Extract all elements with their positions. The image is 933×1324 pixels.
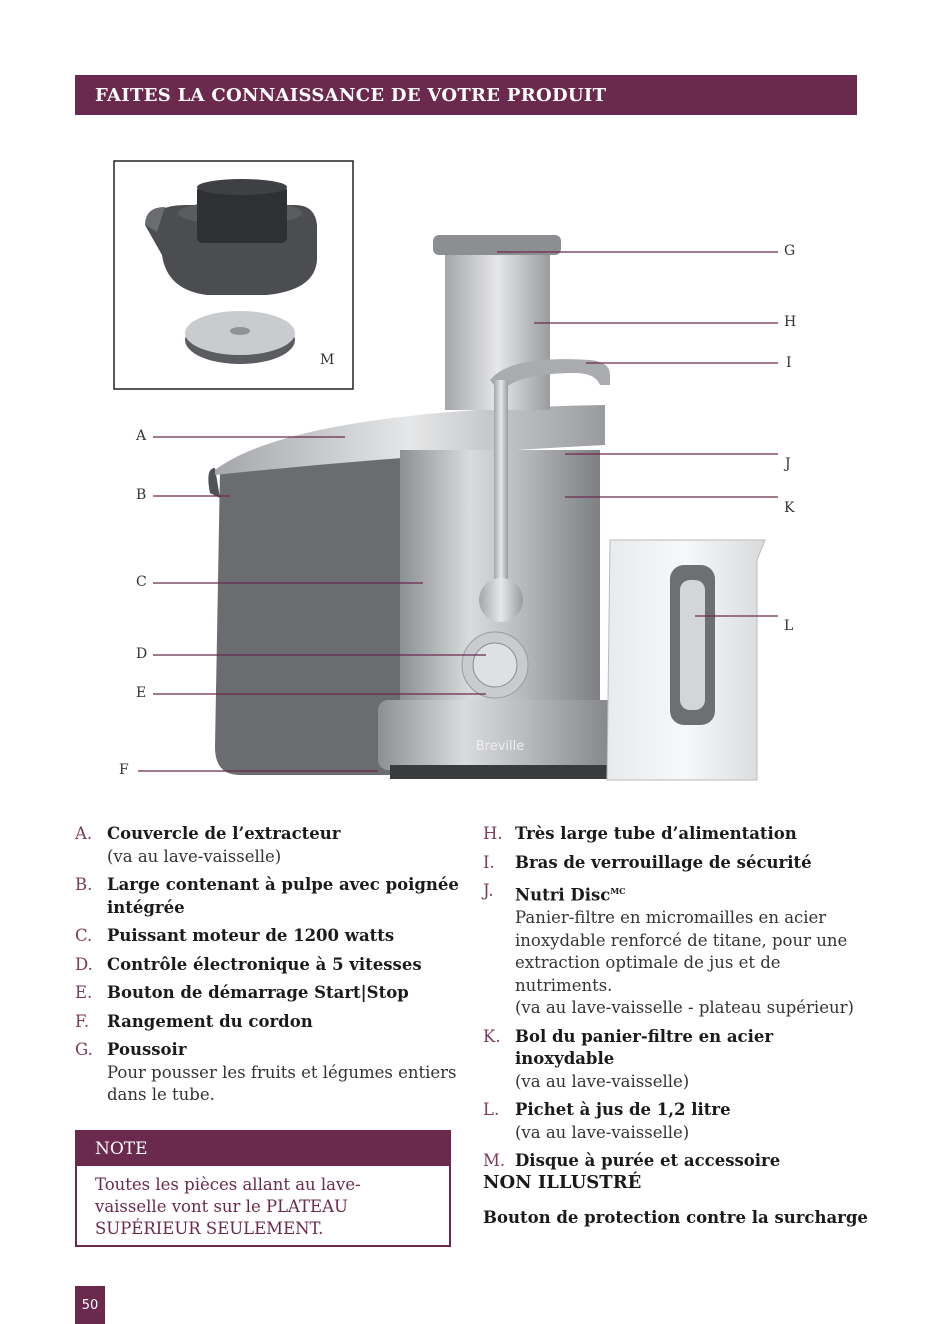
callout-i: I <box>786 355 792 371</box>
part-desc: Panier-filtre en micromailles en acier inoxydable renforcé de titane, pour une extraction optimale de jus et de nutriments. <box>515 908 848 995</box>
callout-e: E <box>136 685 147 701</box>
part-letter: B. <box>75 875 93 894</box>
part-title: Bol du panier-filtre en acier inoxydable <box>515 1026 774 1068</box>
page-number: 50 <box>75 1286 105 1324</box>
puree-disc <box>185 311 295 364</box>
not-illustrated-title: NON ILLUSTRÉ <box>483 1172 642 1193</box>
part-letter: M. <box>483 1151 506 1170</box>
part-letter: G. <box>75 1040 93 1059</box>
callout-a: A <box>136 428 147 444</box>
part-letter: F. <box>75 1011 90 1031</box>
part-letter: J. <box>483 881 494 900</box>
part-letter: D. <box>75 954 93 974</box>
callout-j: J <box>785 456 791 472</box>
trademark-mark: MC <box>610 886 626 896</box>
part-letter: E. <box>75 983 93 1002</box>
note-heading: NOTE <box>77 1132 449 1166</box>
callout-f: F <box>119 762 129 778</box>
list-item <box>75 925 465 948</box>
part-desc: Pour pousser les fruits et légumes entiers dans le tube. <box>107 1062 457 1104</box>
part-title: Poussoir <box>107 1040 187 1059</box>
part-letter: I. <box>483 852 495 872</box>
list-item <box>75 823 465 868</box>
callout-h: H <box>784 314 797 330</box>
part-title: Couvercle de l’extracteur <box>107 824 341 843</box>
list-item <box>75 1011 465 1034</box>
part-title: Pichet à jus de 1,2 litre <box>515 1100 731 1119</box>
list-item <box>483 823 863 846</box>
section-title: FAITES LA CONNAISSANCE DE VOTRE PRODUIT <box>95 84 607 106</box>
callout-d: D <box>136 646 148 662</box>
list-item <box>483 1150 863 1173</box>
part-title: Large contenant à pulpe avec poignée intégrée <box>107 875 459 917</box>
part-title: Disque à purée et accessoire <box>515 1151 781 1170</box>
part-letter: L. <box>483 1100 500 1119</box>
brand-logo: Breville <box>475 739 525 754</box>
list-item <box>75 1039 465 1107</box>
part-letter: A. <box>75 824 93 843</box>
callout-g: G <box>784 243 796 259</box>
part-letter: K. <box>483 1026 501 1046</box>
list-item <box>483 852 863 875</box>
callout-b: B <box>136 487 147 503</box>
callout-c: C <box>136 574 147 590</box>
list-item <box>75 954 465 977</box>
callout-m: M <box>320 352 335 368</box>
part-desc: (va au lave-vaisselle) <box>515 1122 690 1142</box>
parts-list-right <box>483 823 863 1179</box>
list-item <box>483 1026 863 1094</box>
part-title: Rangement du cordon <box>107 1011 313 1031</box>
not-illustrated-item: Bouton de protection contre la surcharge <box>483 1208 868 1227</box>
part-title: Puissant moteur de 1200 watts <box>107 926 395 945</box>
list-item <box>75 982 465 1005</box>
list-item <box>483 880 863 1020</box>
part-desc: (va au lave-vaisselle) <box>515 1071 690 1091</box>
note-box <box>75 1130 451 1247</box>
callout-k: K <box>784 500 795 516</box>
part-letter: H. <box>483 824 503 843</box>
parts-list-left <box>75 823 465 1113</box>
part-title: Très large tube d’alimentation <box>515 824 797 843</box>
list-item <box>483 1099 863 1144</box>
callout-l: L <box>784 618 794 634</box>
list-item <box>75 874 465 919</box>
part-title-text: Nutri Disc <box>515 885 611 905</box>
part-title: Contrôle électronique à 5 vitesses <box>107 954 422 974</box>
part-desc-dishwasher: (va au lave-vaisselle - plateau supérieur) <box>515 998 854 1017</box>
note-text: Toutes les pièces allant au lave-vaisselle vont sur le PLATEAU SUPÉRIEUR SEULEMENT. <box>95 1175 361 1238</box>
part-title: Bouton de démarrage Start|Stop <box>107 983 409 1002</box>
part-letter: C. <box>75 926 93 945</box>
part-title: Bras de verrouillage de sécurité <box>515 852 812 872</box>
part-title <box>515 880 863 907</box>
part-desc: (va au lave-vaisselle) <box>107 846 282 866</box>
